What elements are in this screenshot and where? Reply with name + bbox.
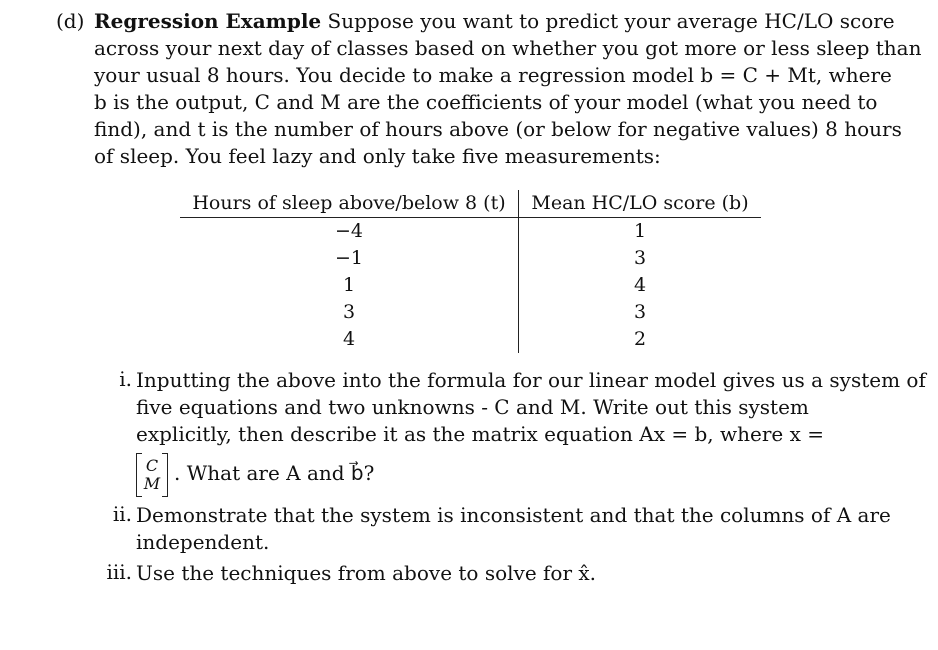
cell-hours: −1 [180, 245, 519, 272]
question-text: Inputting the above into the formula for our linear model gives us a system of [136, 368, 926, 392]
column-vector [136, 453, 168, 497]
column-header-hours: Hours of sleep above/below 8 (t) [180, 190, 519, 218]
table-row [180, 245, 761, 272]
problem-text: Suppose you want to predict your average HC/LO score [327, 9, 895, 33]
table-header-row [180, 190, 761, 218]
table-row [180, 218, 761, 246]
problem-text: find), and t is the number of hours above (or below for negative values) 8 hours [94, 117, 902, 141]
problem-text: of sleep. You feel lazy and only take five measurements: [94, 144, 661, 168]
question-number: i. [119, 367, 132, 391]
question-iii [100, 560, 870, 587]
question-text: Demonstrate that the system is inconsistent and that the columns of A are [136, 503, 891, 527]
question-text: . What are A and b⃗? [174, 461, 375, 485]
vector-entry-c: C [145, 455, 159, 475]
cell-score: 2 [633, 328, 647, 350]
question-vector-line [136, 448, 870, 498]
cell-score: 3 [633, 301, 647, 323]
question-text: independent. [136, 530, 270, 554]
question-number: iii. [106, 560, 132, 584]
cell-hours: 3 [180, 299, 519, 326]
part-heading: Regression Example [94, 9, 322, 33]
problem-line-1 [56, 8, 895, 35]
question-number: ii. [112, 502, 132, 526]
cell-hours: 1 [180, 272, 519, 299]
cell-score: 1 [633, 220, 647, 242]
part-label: (d) [56, 9, 85, 33]
cell-hours: −4 [180, 218, 519, 246]
table-row [180, 326, 761, 353]
question-list [100, 367, 926, 587]
problem-statement [56, 8, 922, 170]
problem-text: across your next day of classes based on whether you got more or less sleep than [94, 36, 922, 60]
question-i [100, 367, 926, 498]
question-ii [100, 502, 891, 556]
cell-score: 4 [633, 274, 647, 296]
table-row [180, 299, 761, 326]
table-row [180, 272, 761, 299]
measurements-table [180, 190, 761, 353]
question-text: explicitly, then describe it as the matrix equation Ax = b, where x = [136, 422, 824, 446]
vector-entry-m: M [143, 473, 161, 493]
cell-score: 3 [633, 247, 647, 269]
question-text: five equations and two unknowns - C and M. Write out this system [136, 395, 809, 419]
question-text: Use the techniques from above to solve for x̂. [136, 561, 597, 585]
problem-text: b is the output, C and M are the coefficients of your model (what you need to [94, 90, 878, 114]
cell-hours: 4 [180, 326, 519, 353]
column-header-score: Mean HC/LO score (b) [519, 190, 762, 218]
problem-text: your usual 8 hours. You decide to make a regression model b = C + Mt, where [94, 63, 892, 87]
